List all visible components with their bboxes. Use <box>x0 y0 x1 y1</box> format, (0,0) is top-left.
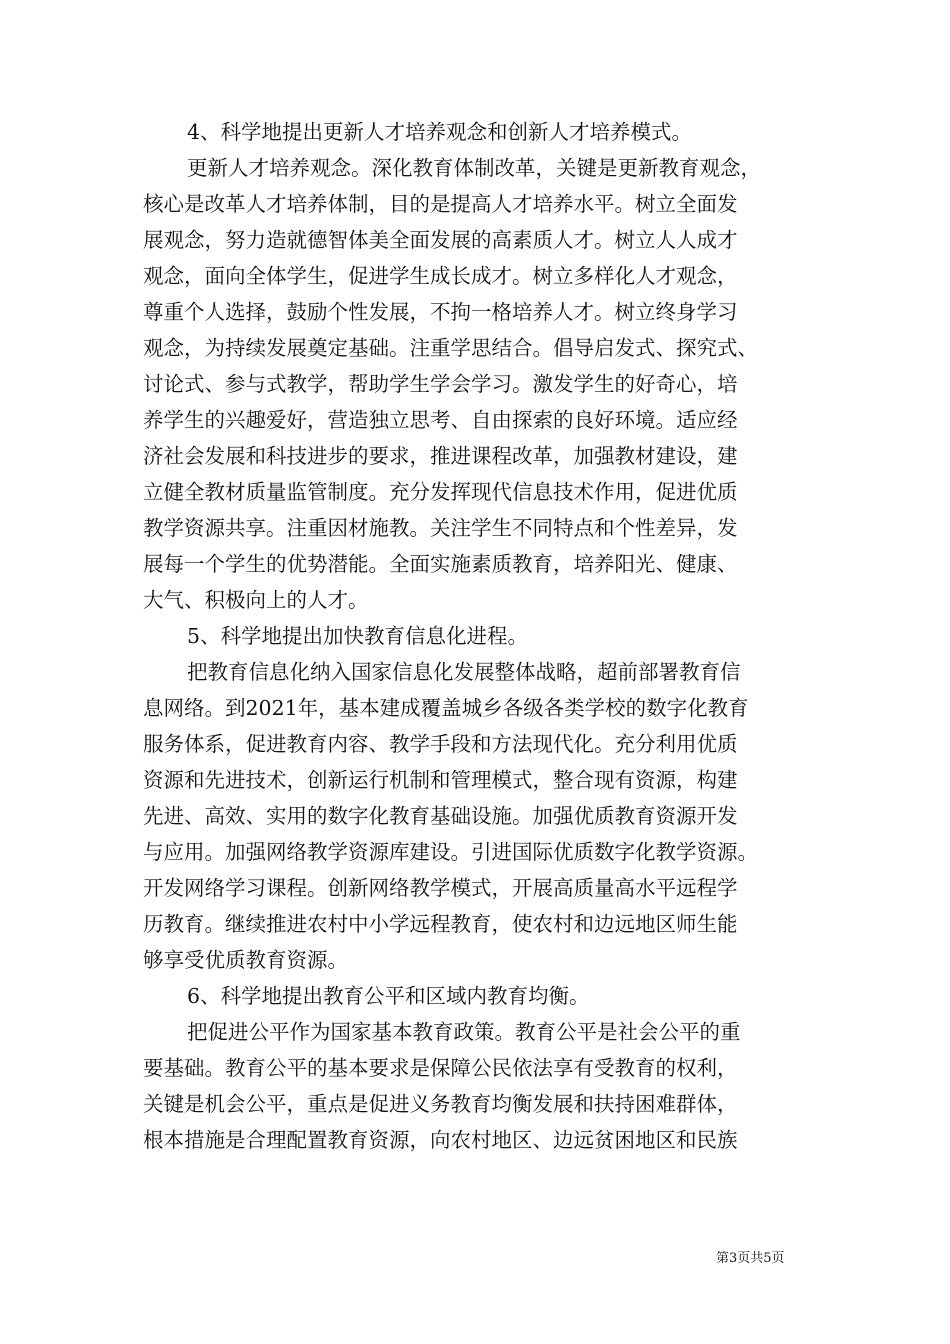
section-heading: 4、科学地提出更新人才培养观念和创新人才培养模式。 <box>187 120 693 144</box>
section-heading: 5、科学地提出加快教育信息化进程。 <box>187 624 529 648</box>
paragraph-line: 开发网络学习课程。创新网络教学模式，开展高质量高水平远程学 <box>143 876 738 900</box>
paragraph-line: 先进、高效、实用的数字化教育基础设施。加强优质教育资源开发 <box>143 804 738 828</box>
paragraph-line: 教学资源共享。注重因材施教。关注学生不同特点和个性差异，发 <box>143 516 738 540</box>
paragraph-line: 根本措施是合理配置教育资源，向农村地区、边远贫困地区和民族 <box>143 1128 738 1152</box>
paragraph-line: 把促进公平作为国家基本教育政策。教育公平是社会公平的重 <box>187 1020 741 1044</box>
paragraph-line: 历教育。继续推进农村中小学远程教育，使农村和边远地区师生能 <box>143 912 738 936</box>
paragraph-line: 尊重个人选择，鼓励个性发展，不拘一格培养人才。树立终身学习 <box>143 300 738 324</box>
paragraph-line: 资源和先进技术，创新运行机制和管理模式，整合现有资源，构建 <box>143 768 738 792</box>
paragraph-line: 更新人才培养观念。深化教育体制改革，关键是更新教育观念， <box>187 156 761 180</box>
paragraph-line: 服务体系，促进教育内容、教学手段和方法现代化。充分利用优质 <box>143 732 738 756</box>
paragraph-line: 够享受优质教育资源。 <box>143 948 348 972</box>
paragraph-line: 大气、积极向上的人才。 <box>143 588 369 612</box>
paragraph-line: 观念，面向全体学生，促进学生成长成才。树立多样化人才观念， <box>143 264 738 288</box>
paragraph-line: 养学生的兴趣爱好，营造独立思考、自由探索的良好环境。适应经 <box>143 408 738 432</box>
paragraph-line: 讨论式、参与式教学，帮助学生学会学习。激发学生的好奇心，培 <box>143 372 738 396</box>
paragraph-line: 核心是改革人才培养体制，目的是提高人才培养水平。树立全面发 <box>143 192 738 216</box>
paragraph-line: 展每一个学生的优势潜能。全面实施素质教育，培养阳光、健康、 <box>143 552 738 576</box>
paragraph-line: 展观念，努力造就德智体美全面发展的高素质人才。树立人人成才 <box>143 228 738 252</box>
paragraph-line: 与应用。加强网络教学资源库建设。引进国际优质数字化教学资源。 <box>143 840 758 864</box>
paragraph-line: 立健全教材质量监管制度。充分发挥现代信息技术作用，促进优质 <box>143 480 738 504</box>
page-number-footer: 第3页共5页 <box>716 1251 785 1266</box>
paragraph-line: 关键是机会公平，重点是促进义务教育均衡发展和扶持困难群体， <box>143 1092 738 1116</box>
paragraph-line: 济社会发展和科技进步的要求，推进课程改革，加强教材建设，建 <box>143 444 738 468</box>
section-heading: 6、科学地提出教育公平和区域内教育均衡。 <box>187 984 590 1008</box>
paragraph-line: 观念，为持续发展奠定基础。注重学思结合。倡导启发式、探究式、 <box>143 336 758 360</box>
paragraph-line: 息网络。到2021年，基本建成覆盖城乡各级各类学校的数字化教育 <box>143 696 749 720</box>
paragraph-line: 要基础。教育公平的基本要求是保障公民依法享有受教育的权利， <box>143 1056 738 1080</box>
paragraph-line: 把教育信息化纳入国家信息化发展整体战略，超前部署教育信 <box>187 660 741 684</box>
document-body <box>143 114 811 1158</box>
